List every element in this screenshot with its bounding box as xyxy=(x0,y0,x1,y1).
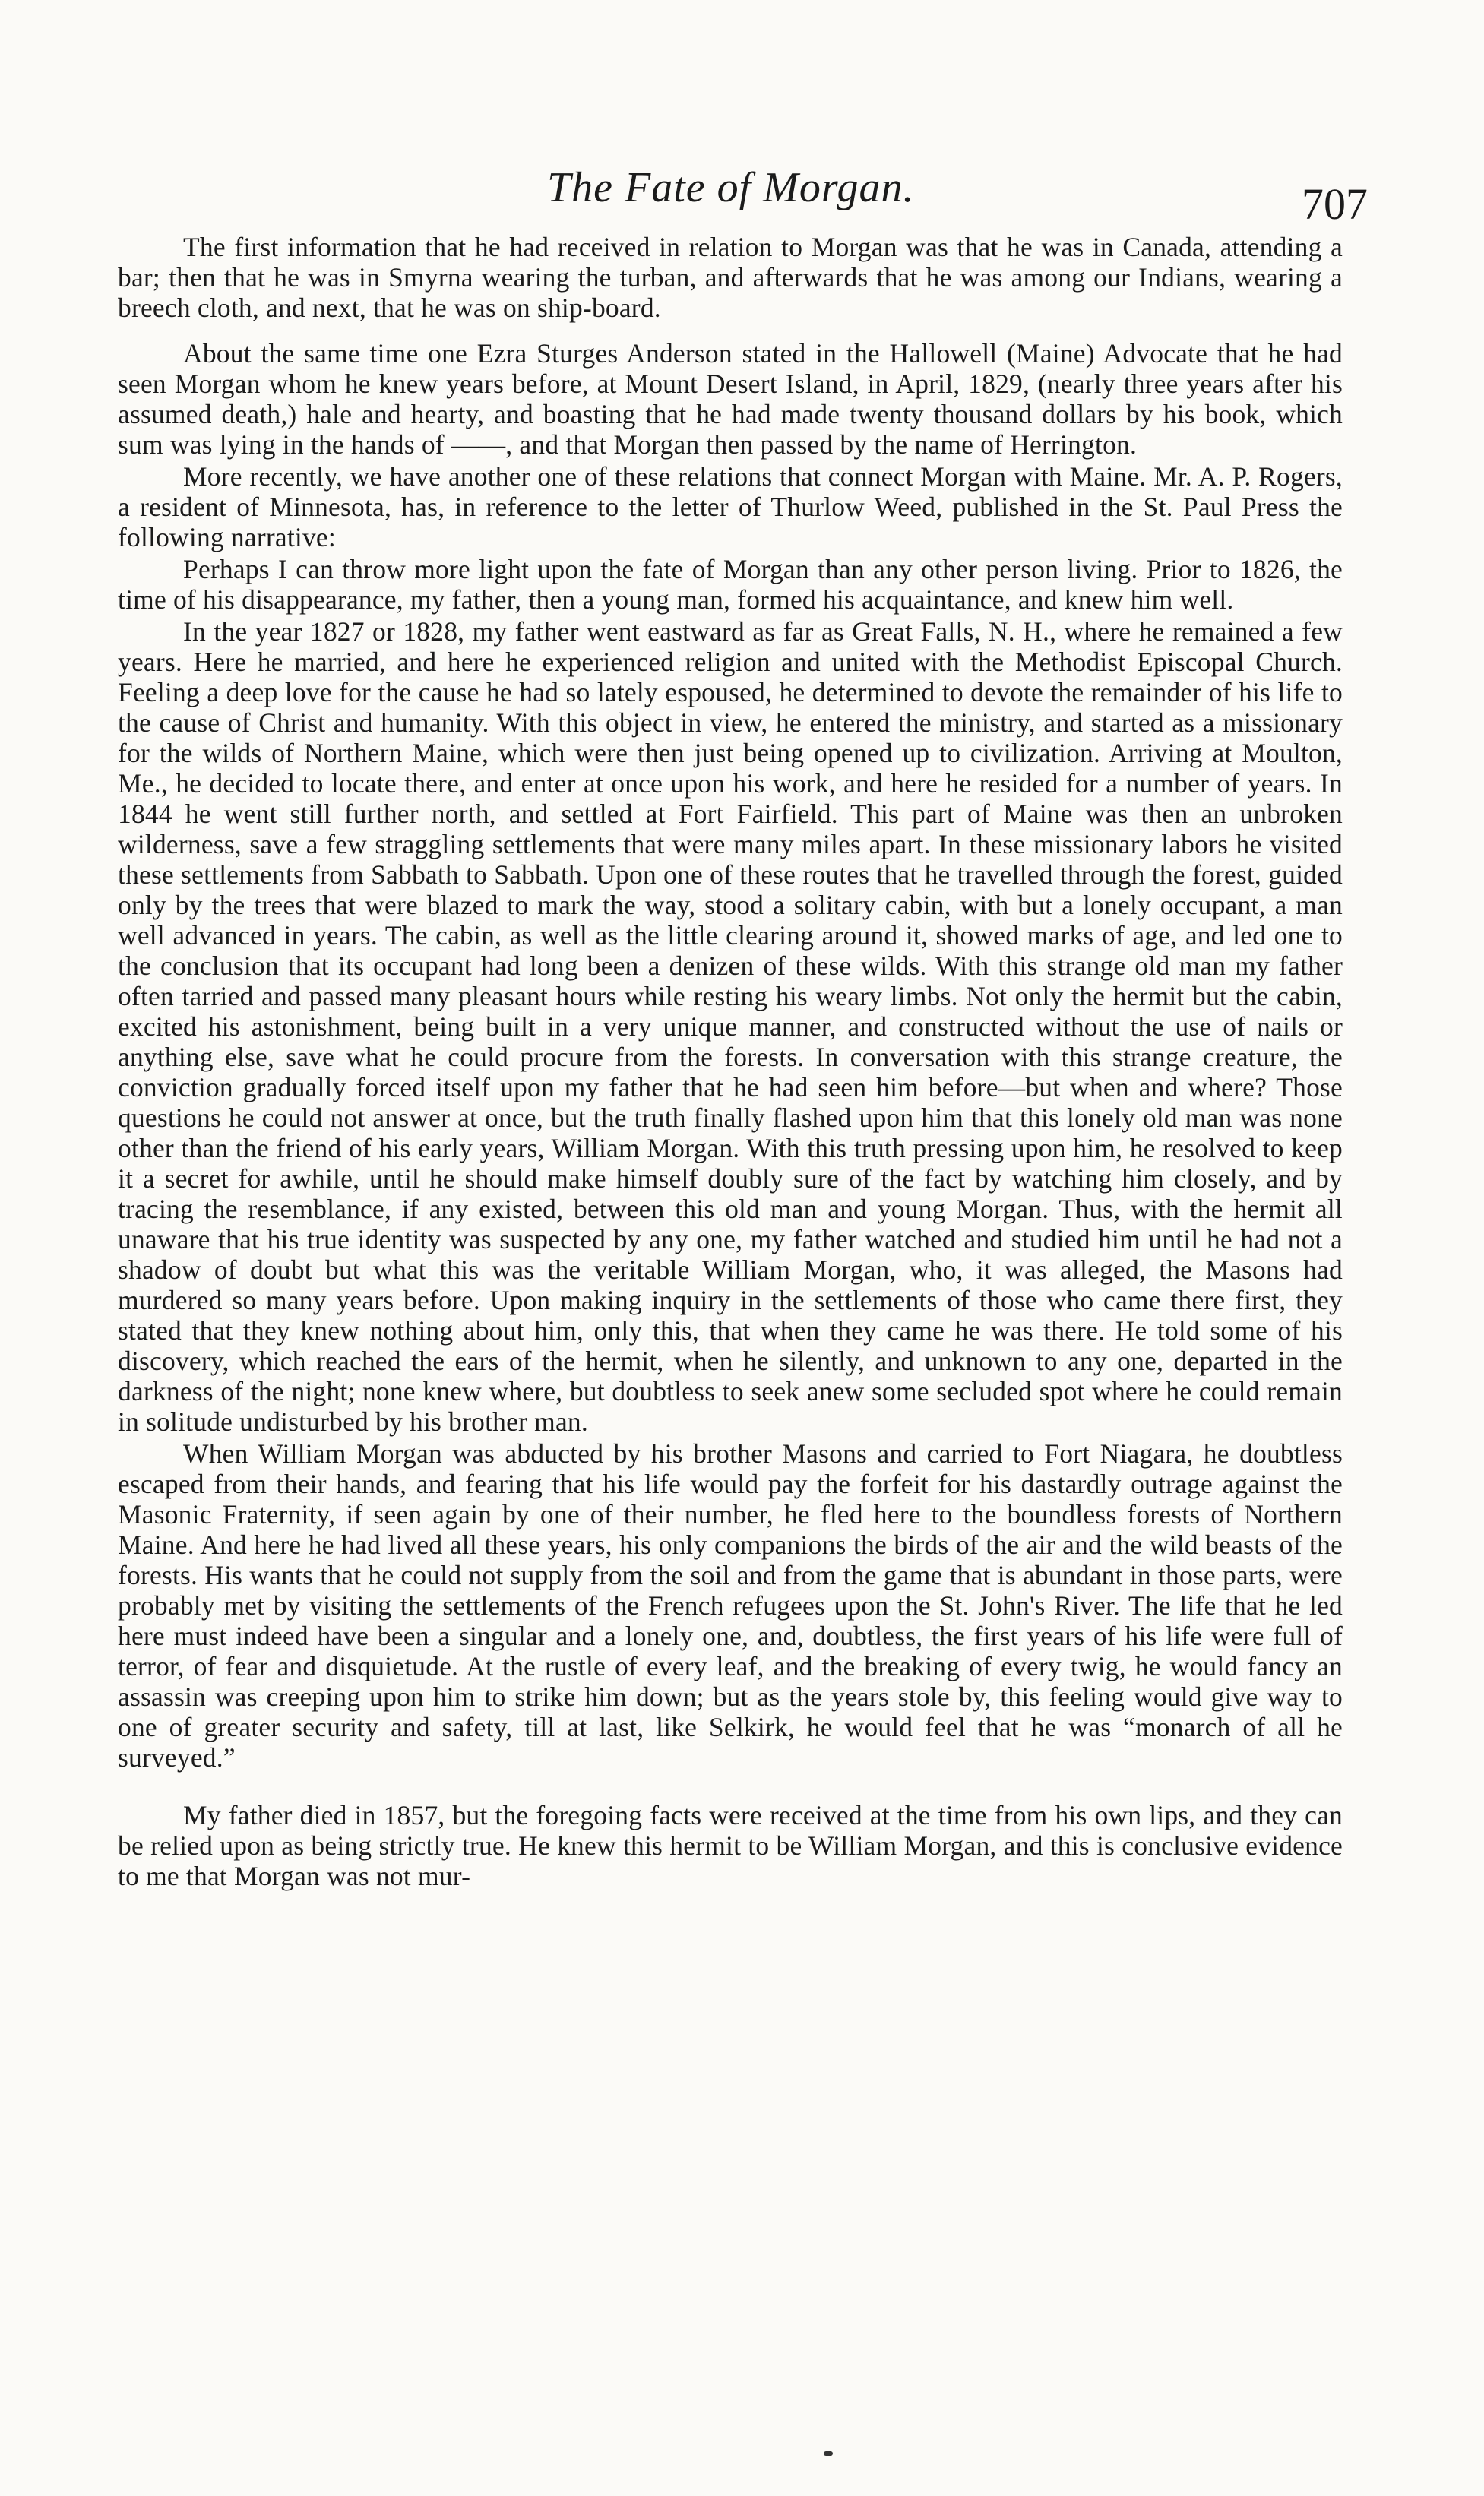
body-text xyxy=(118,232,1343,1891)
paragraph-narrative-opening: Perhaps I can throw more light upon the fate of Morgan than any other person living. Prior to 1826, the time of his disappearance, my father, then a young man, formed his acquaintance, and knew him well. xyxy=(118,554,1343,615)
page-number: 707 xyxy=(1302,179,1368,229)
page-header xyxy=(114,156,1368,229)
paragraph-anderson-account: About the same time one Ezra Sturges Anderson stated in the Hallowell (Maine) Advocate that he had seen Morgan whom he knew years before, at Mount Desert Island, in April, 1829, (nearly three years after his assumed death,) hale and hearty, and boasting that he had made twenty thousand dollars by his book, which sum was lying in the hands of ——, and that Morgan then passed by the name of Herrington. xyxy=(118,338,1343,460)
paragraph-rogers-intro: More recently, we have another one of these relations that connect Morgan with Maine. Mr. A. P. Rogers, a resident of Minnesota, has, in reference to the letter of Thurlow Weed, published in the St. Paul Press the following narrative: xyxy=(118,461,1343,552)
paragraph-hermit-story: In the year 1827 or 1828, my father went eastward as far as Great Falls, N. H., where he remained a few years. Here he married, and here he experienced religion and united with the Methodist Episcopal Church. Feeling a deep love for the cause he had so lately espoused, he determined to devote the remainder of his life to the cause of Christ and humanity. With this object in view, he entered the ministry, and started as a missionary for the wilds of Northern Maine, which were then just being opened up to civilization. Arriving at Moulton, Me., he decided to locate there, and enter at once upon his work, and here he resided for a number of years. In 1844 he went still further north, and settled at Fort Fairfield. This part of Maine was then an unbroken wilderness, save a few straggling settlements that were many miles apart. In these missionary labors he visited these settlements from Sabbath to Sabbath. Upon one of these routes that he travelled through the forest, guided only by the trees that were blazed to mark the way, stood a solitary cabin, with but a lonely occupant, a man well advanced in years. The cabin, as well as the little clearing around it, showed marks of age, and led one to the conclusion that its occupant had long been a denizen of these wilds. With this strange old man my father often tarried and passed many pleasant hours while resting his weary limbs. Not only the hermit but the cabin, excited his astonishment, being built in a very unique manner, and constructed without the use of nails or anything else, save what he could procure from the forests. In conversation with this strange creature, the conviction gradually forced itself upon my father that he had seen him before—but when and where? Those questions he could not answer at once, but the truth finally flashed upon him that this lonely old man was none other than the friend of his early years, William Morgan. With this truth pressing upon him, he resolved to keep it a secret for awhile, until he should make himself doubly sure of the fact by watching him closely, and by tracing the resemblance, if any existed, between this old man and young Morgan. Thus, with the hermit all unaware that his true identity was suspected by any one, my father watched and studied him until he had not a shadow of doubt but what this was the veritable William Morgan, who, it was alleged, the Masons had murdered so many years before. Upon making inquiry in the settlements of those who came there first, they stated that they knew nothing about him, only this, that when they came he was there. He told some of his discovery, which reached the ears of the hermit, when he silently, and unknown to any one, departed in the darkness of the night; none knew where, but doubtless to seek anew some secluded spot where he could remain in solitude undisturbed by his brother man. xyxy=(118,616,1343,1437)
paragraph-conclusion: My father died in 1857, but the foregoing facts were received at the time from his own lips, and they can be relied upon as being strictly true. He knew this hermit to be William Morgan, and this is conclusive evidence to me that Morgan was not mur- xyxy=(118,1800,1343,1891)
paragraph-abduction-escape: When William Morgan was abducted by his brother Masons and carried to Fort Niagara, he doubtless escaped from their hands, and fearing that his life would pay the forfeit for his dastardly outrage against the Masonic Fraternity, if seen again by one of their number, he fled here to the boundless forests of Northern Maine. And here he had lived all these years, his only companions the birds of the air and the wild beasts of the forests. His wants that he could not supply from the soil and from the game that is abundant in those parts, were probably met by visiting the settlements of the French refugees upon the St. John's River. The life that he led here must indeed have been a singular and a lonely one, and, doubtless, the first years of his life were full of terror, of fear and disquietude. At the rustle of every leaf, and the breaking of every twig, he would fancy an assassin was creeping upon him to strike him down; but as the years stole by, this feeling would give way to one of greater security and safety, till at last, like Selkirk, he would feel that he was “monarch of all he surveyed.” xyxy=(118,1438,1343,1773)
ink-speck xyxy=(824,2451,833,2456)
running-title: The Fate of Morgan. xyxy=(547,164,915,211)
paragraph-morgan-rumors: The first information that he had received in relation to Morgan was that he was in Canada, attending a bar; then that he was in Smyrna wearing the turban, and afterwards that he was among our Indians, wearing a breech cloth, and next, that he was on ship-board. xyxy=(118,232,1343,323)
